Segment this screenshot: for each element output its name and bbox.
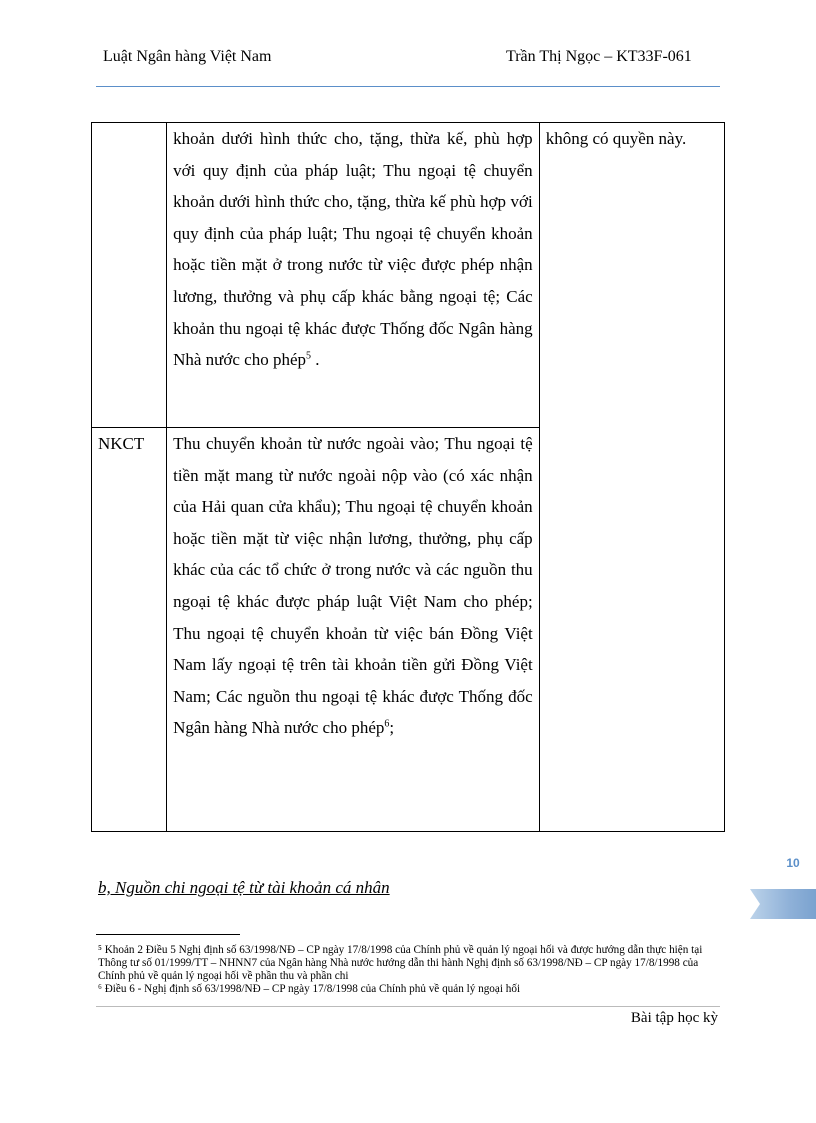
footnote: ⁵ Khoản 2 Điều 5 Nghị định số 63/1998/NĐ – CP ngày 17/8/1998 của Chính phủ về quản lý ngoại hối và được hướng dẫn thực hiện tại Thông tư số 01/1999/TT – NHNN7 của Ngân hàng Nhà nước hướng dẫn thi hành Nghị định số 63/1998/NĐ – CP ngày 17/8/1998 của Chính phủ về quản lý ngoại hối về phần thu và phần chi [98, 944, 703, 982]
header-title: Luật Ngân hàng Việt Nam [103, 48, 272, 65]
section-heading: b, Nguồn chi ngoại tệ từ tài khoản cá nhân [98, 878, 390, 897]
page-tab-decoration [750, 889, 816, 919]
header-divider [96, 86, 720, 87]
row-label [92, 123, 167, 428]
comparison-table [91, 122, 725, 832]
footnote-ref: 5 [306, 350, 312, 362]
row-label: NKCT [92, 428, 167, 832]
row-content: Thu chuyển khoản từ nước ngoài vào; Thu ngoại tệ tiền mặt mang từ nước ngoài nộp vào (có xác nhận của Hải quan cửa khẩu); Thu ngoại tệ chuyển khoản hoặc tiền mặt từ việc nhận lương, thưởng, phụ cấp khác của các tổ chức ở trong nước và các nguồn thu ngoại tệ khác được pháp luật Việt Nam cho phép; Thu ngoại tệ chuyển khoản từ việc bán Đồng Việt Nam lấy ngoại tệ trên tài khoản tiền gửi Đồng Việt Nam; Các nguồn thu ngoại tệ khác được Thống đốc Ngân hàng Nhà nước cho phép$^6$; [167, 428, 540, 832]
row-right-note: không có quyền này. [539, 123, 724, 428]
page-number: 10 [786, 856, 800, 870]
footnotes [98, 944, 718, 996]
footnote-ref: 6 [384, 718, 390, 730]
footnote-divider [96, 934, 240, 935]
footer-divider [96, 1006, 720, 1007]
row-content: khoản dưới hình thức cho, tặng, thừa kế, phù hợp với quy định của pháp luật; Thu ngoại tệ chuyển khoản dưới hình thức cho, tặng, thừa kế phù hợp với quy định của pháp luật; Thu ngoại tệ chuyển khoản hoặc tiền mặt ở trong nước từ việc được phép nhận lương, thưởng và phụ cấp khác bằng ngoại tệ; Các khoản thu ngoại tệ khác được Thống đốc Ngân hàng Nhà nước cho phép$^5$ . [167, 123, 540, 428]
footnote: ⁶ Điều 6 - Nghị định số 63/1998/NĐ – CP ngày 17/8/1998 của Chính phủ về quản lý ngoại hối [98, 983, 521, 995]
table-row [92, 428, 725, 832]
header-author: Trần Thị Ngọc – KT33F-061 [506, 48, 692, 65]
row-right-note [539, 428, 724, 832]
table-row [92, 123, 725, 428]
footer-label: Bài tập học kỳ [630, 1010, 718, 1026]
